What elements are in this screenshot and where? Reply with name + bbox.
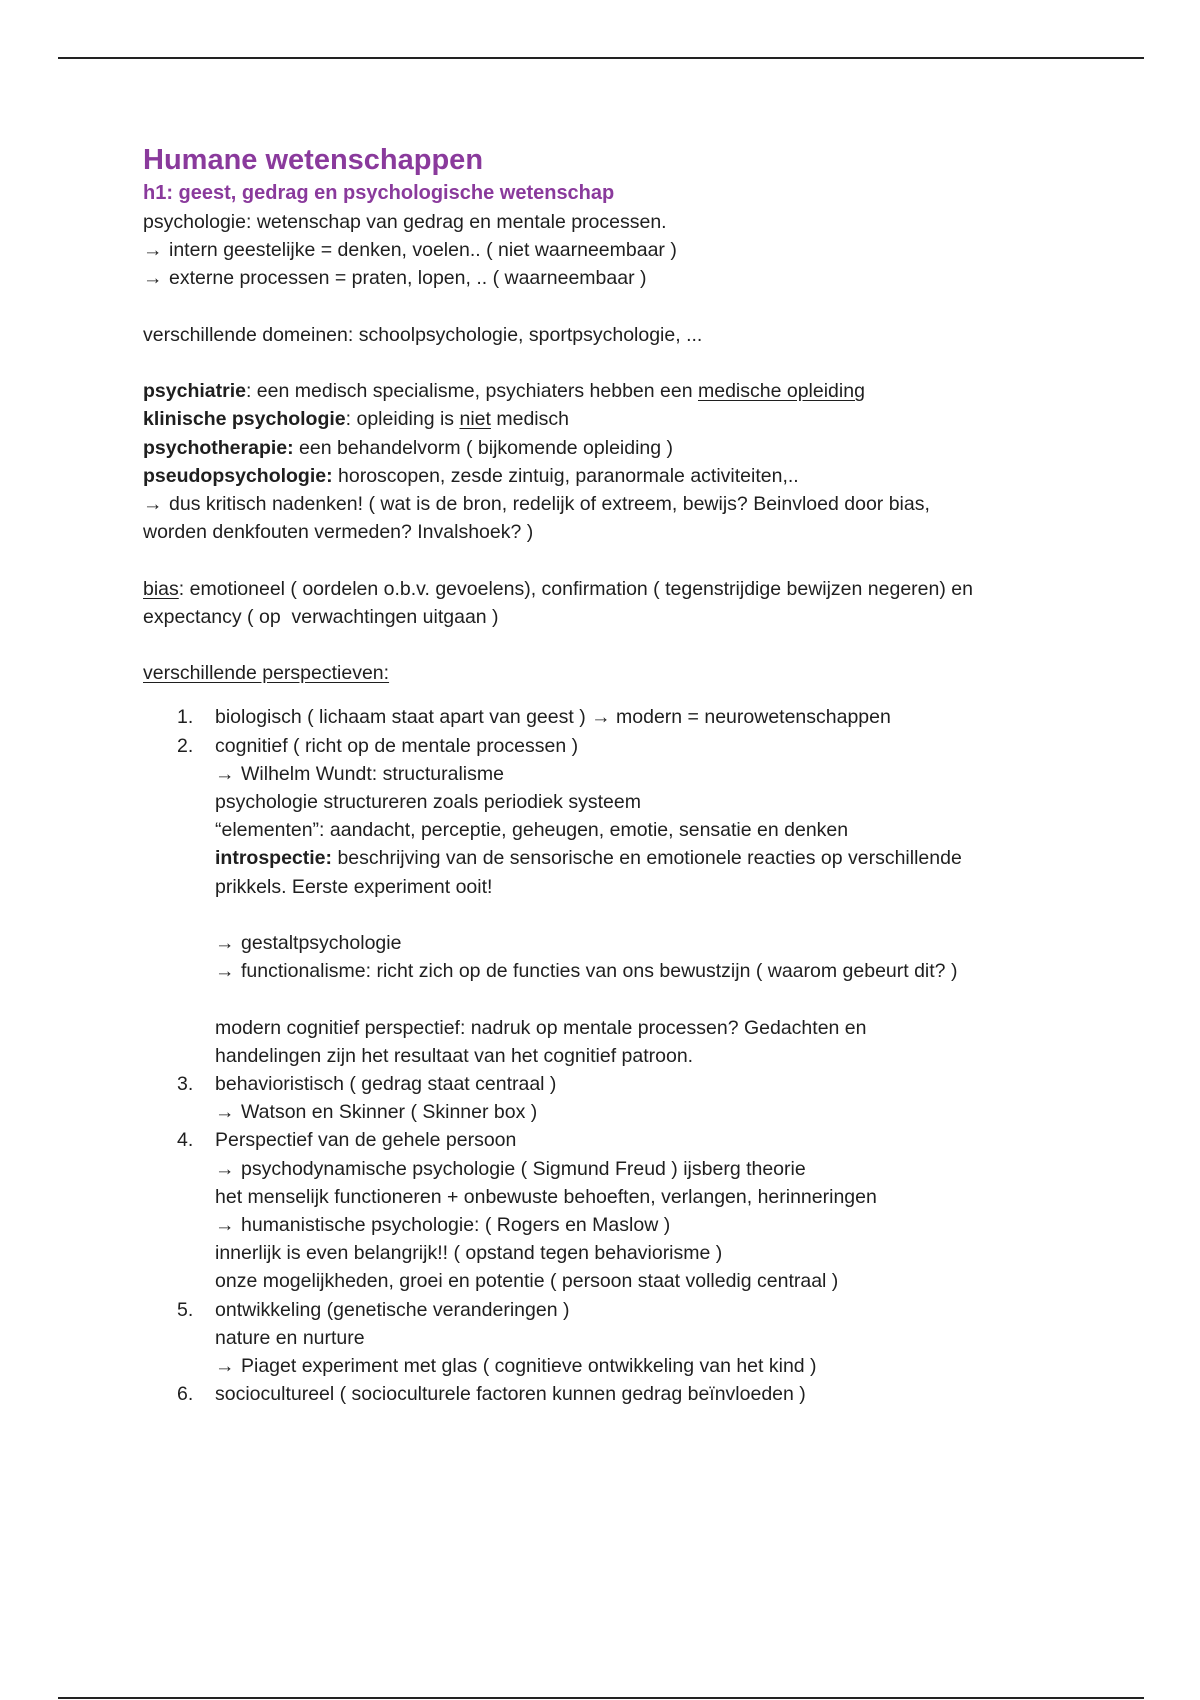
def-klinische-psychologie: klinische psychologie: opleiding is niet medisch <box>143 408 569 431</box>
bias-line-2: expectancy ( op verwachtingen uitgaan ) <box>143 605 499 628</box>
perspectives-heading: verschillende perspectieven: <box>143 662 390 685</box>
list-item: 4. Perspectief van de gehele persoon → psychodynamische psychologie ( Sigmund Freud ) ijsberg theorie het menselijk functioneren + onbewuste behoeften, verlangen, herinneringen → humanistische psychologie: ( Rogers en Maslow ) innerlijk is even belangrijk!! ( opstand tegen behaviorisme ) onze mogelijkheden, groei en potentie ( persoon staat volledig centraal ) <box>177 1129 877 1293</box>
underlined-text: medische opleiding <box>697 380 865 403</box>
intro-line-2: → intern geestelijke = denken, voelen.. ( niet waarneembaar ) <box>143 236 1063 264</box>
term: introspectie: <box>215 847 333 870</box>
arrow-icon: → <box>215 1101 235 1124</box>
chapter-heading: h1: geest, gedrag en psychologische wetenschap <box>143 182 615 204</box>
arrow-icon: → <box>215 762 235 785</box>
arrow-icon: → <box>215 1355 235 1378</box>
page-title: Humane wetenschappen <box>143 144 484 176</box>
perspectives-list <box>143 703 1063 1408</box>
document-body <box>143 142 1063 1408</box>
def-psychiatrie: psychiatrie: een medisch specialisme, psychiaters hebben een medische opleiding <box>143 380 865 403</box>
term: klinische psychologie <box>143 408 346 431</box>
top-rule <box>58 57 1144 59</box>
list-item: 6. sociocultureel ( socioculturele factoren kunnen gedrag beïnvloeden ) <box>177 1383 806 1406</box>
arrow-icon: → <box>143 267 163 290</box>
underlined-text: niet <box>459 408 491 431</box>
bias-line-1: bias: emotioneel ( oordelen o.b.v. gevoelens), confirmation ( tegenstrijdige bewijzen negeren) en <box>143 577 973 600</box>
def-psychotherapie: psychotherapie: een behandelvorm ( bijkomende opleiding ) <box>143 436 674 459</box>
underlined-text: bias <box>143 577 179 600</box>
domains-line: verschillende domeinen: schoolpsychologie, sportpsychologie, ... <box>143 323 703 346</box>
arrow-icon: → <box>143 239 163 262</box>
list-item: 5. ontwikkeling (genetische veranderingen ) nature en nurture → Piaget experiment met glas ( cognitieve ontwikkeling van het kind ) <box>143 1296 1063 1381</box>
arrow-icon: → <box>215 1157 235 1180</box>
arrow-icon: → <box>215 932 235 954</box>
list-item: 1. biologisch ( lichaam staat apart van geest ) → modern = neurowetenschappen <box>177 706 891 729</box>
list-item: 3. behavioristisch ( gedrag staat centraal ) → Watson en Skinner ( Skinner box ) <box>143 1070 1063 1126</box>
term: pseudopsychologie: <box>143 464 333 487</box>
intro-line-3: → externe processen = praten, lopen, .. ( waarneembaar ) <box>143 264 1063 292</box>
critical-thinking-line-2: worden denkfouten vermeden? Invalshoek? ) <box>143 521 534 544</box>
arrow-icon: → <box>215 960 235 983</box>
arrow-icon: → <box>143 493 163 515</box>
bottom-rule <box>58 1697 1144 1699</box>
arrow-icon: → <box>591 706 611 729</box>
critical-thinking-line-1: → dus kritisch nadenken! ( wat is de bron, redelijk of extreem, bewijs? Beinvloed door bias, <box>143 490 1063 518</box>
list-item: 2. cognitief ( richt op de mentale processen ) → Wilhelm Wundt: structuralisme psychologie structureren zoals periodiek systeem “elementen”: aandacht, perceptie, geheugen, emotie, sensatie en denken introspectie: beschrijving van de sensorische en emotionele reacties op verschillende prikkels. Eerste experiment ooit! → gestaltpsychologie → functionalisme: richt zich op de functies van ons bewustzijn ( waarom gebeurt dit? ) modern cognitief perspectief: nadruk op mentale processen? Gedachten en handelingen zijn het resultaat van het cognitief patroon. <box>177 734 962 1067</box>
arrow-icon: → <box>215 1214 235 1237</box>
term: psychotherapie: <box>143 436 294 459</box>
term: psychiatrie <box>143 380 246 403</box>
def-pseudopsychologie: pseudopsychologie: horoscopen, zesde zintuig, paranormale activiteiten,.. <box>143 464 799 487</box>
intro-line-1: psychologie: wetenschap van gedrag en mentale processen. <box>143 211 667 233</box>
